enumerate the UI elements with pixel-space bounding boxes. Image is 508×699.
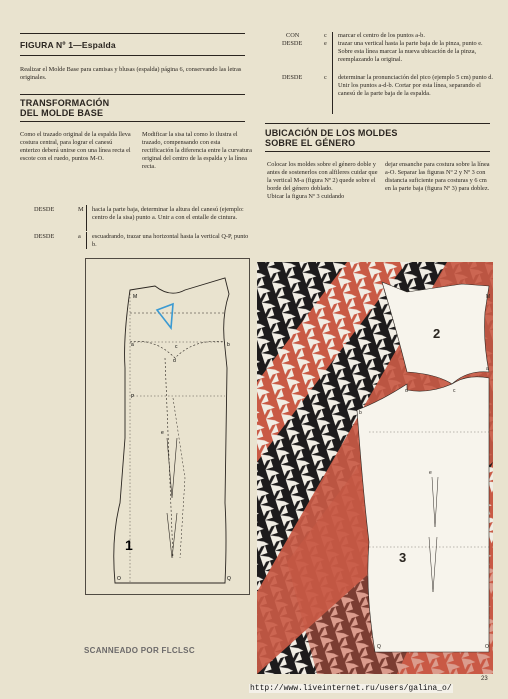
tr-letter-2: e — [324, 40, 327, 47]
fabric-layout-image — [257, 262, 493, 674]
figura-title: FIGURA Nº 1—Espalda — [20, 40, 116, 50]
p1-label-M: M — [133, 294, 138, 300]
desde-bar-1 — [86, 205, 87, 231]
desde-key-1: DESDE — [34, 206, 55, 213]
transform-title-2: DEL MOLDE BASE — [20, 108, 104, 118]
tr-key-1: CON — [286, 32, 300, 39]
p1-label-a: a — [131, 342, 134, 348]
tr-text-1: marcar el centro de los puntos a-b. — [338, 32, 425, 39]
tr-text-2: trazar una vertical hasta la parte baja de la pinza, punto e. Sobre esta línea marcar la nueva ubicación de la pinza, reemplazando la original. — [338, 40, 483, 63]
p1-label-d: d — [173, 358, 176, 364]
tr-text-3: determinar la pronunciación del pico (ejemplo 5 cm) punto d. Unir los puntos a-d-b. Cortar por esta línea, separando el canesú de la parte baja de la espalda. — [338, 74, 493, 97]
desde-letter-1: M — [78, 206, 84, 213]
p1-label-P: P — [131, 394, 135, 400]
pattern-1-drawing — [85, 258, 255, 596]
ubicacion-title-1: UBICACIÓN DE LOS MOLDES — [265, 128, 398, 138]
ubicacion-rule-bottom — [265, 151, 490, 152]
ubicacion-title-2: SOBRE EL GÉNERO — [265, 138, 356, 148]
ubicacion-rule-top — [265, 123, 490, 124]
top-rule-left — [20, 33, 245, 34]
p1-label-e: e — [161, 430, 164, 436]
desde-text-1: hacia la parte baja, determinar la altura del canesú (ejemplo: centro de la sisa) punto a. Unir a con el entalle de cintura. — [92, 206, 244, 221]
scan-credit: SCANNEADO POR FLCLSC — [84, 646, 195, 655]
tr-key-3: DESDE — [282, 74, 303, 81]
ubicacion-col1: Colocar los moldes sobre el género doble y antes de sostenerlos con alfileres cuidar que la vertical M-a (figura Nº 2) quede sobre el borde del género doblado. Ubicar la figura Nº 3 cuidando — [267, 161, 378, 200]
pattern-2-number: 2 — [433, 326, 441, 341]
transform-rule-bottom — [20, 121, 245, 122]
pattern-piece-3 — [357, 377, 489, 652]
transform-col2: Modificar la sisa tal como lo ilustra el trazado, compensando con esta rectificación la diferencia entre la curvatura original del centro de la espalda y la línea recta. — [142, 131, 252, 170]
transform-title-1: TRANSFORMACIÓN — [20, 98, 110, 108]
p1-label-O: O — [117, 576, 121, 582]
p3-label-b: b — [359, 410, 362, 416]
tr-letter-1: c — [324, 32, 327, 39]
tr-bar — [332, 32, 333, 114]
figura-rule — [20, 55, 245, 56]
transform-rule-top — [20, 94, 245, 95]
p3-label-c: c — [453, 388, 456, 394]
figura-text: Realizar el Molde Base para camisas y blusas (espalda) página 6, conservando las letras originales. — [20, 66, 242, 81]
p1-label-c: c — [175, 344, 178, 350]
p3-label-e: e — [429, 470, 432, 476]
pattern-3-number: 3 — [399, 550, 407, 565]
tr-key-2: DESDE — [282, 40, 303, 47]
p1-label-Q: Q — [227, 576, 231, 582]
desde-text-2: escuadrando, trazar una horizontal hasta la vertical Q-P, punto b. — [92, 233, 249, 248]
desde-letter-2: a — [78, 233, 81, 240]
p3-label-O: O — [485, 644, 489, 650]
p3-label-d: d — [405, 388, 408, 394]
p3-label-Q: Q — [377, 644, 381, 650]
p1-label-b: b — [227, 342, 230, 348]
pattern-1-number: 1 — [125, 537, 133, 553]
desde-bar-2 — [86, 232, 87, 249]
source-url-link[interactable]: http://www.liveinternet.ru/users/galina_o/ — [250, 684, 452, 693]
transform-col1: Como el trazado original de la espalda lleva costura central, para lograr el canesú enterizo deberá unirse con una línea recta el escote con el ruedo, puntos M-O. — [20, 131, 131, 162]
p2-label-M: M — [486, 294, 491, 300]
desde-key-2: DESDE — [34, 233, 55, 240]
ubicacion-col2: dejar ensanche para costura sobre la línea a-O. Separar las figuras Nº 2 y Nº 3 con distancia suficiente para costuras y 6 cm en la parte baja (figura Nº 3) para doblez. — [385, 161, 490, 192]
page-number: 23 — [481, 676, 488, 682]
p2-label-a: a — [486, 366, 489, 372]
tr-letter-3: c — [324, 74, 327, 81]
